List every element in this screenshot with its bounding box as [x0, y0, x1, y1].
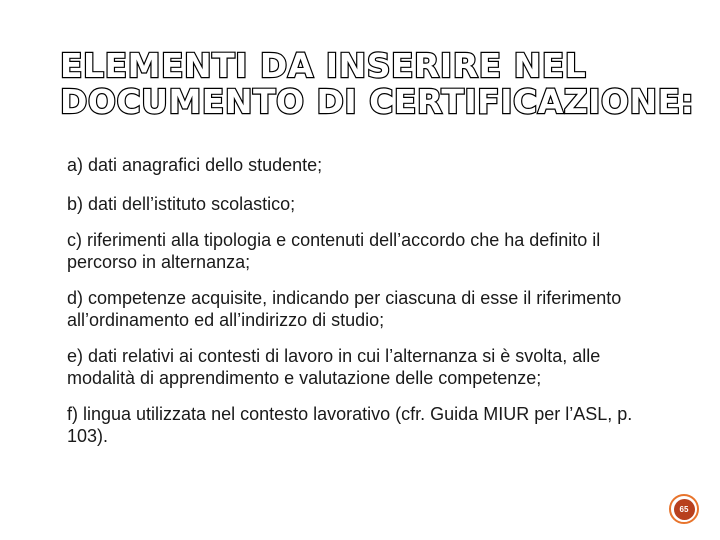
requirements-list [67, 154, 657, 461]
slide-title [60, 46, 695, 121]
list-item: b) dati dell’istituto scolastico; [67, 194, 296, 214]
list-item: f) lingua utilizzata nel contesto lavorativo (cfr. Guida MIUR per l’ASL, p. 103). [67, 404, 633, 446]
page-number: 65 [674, 499, 695, 520]
slide-title-line-2: DOCUMENTO DI CERTIFICAZIONE: [60, 82, 695, 121]
list-item: d) competenze acquisite, indicando per ciascuna di esse il riferimento all’ordinamento ed all’indirizzo di studio; [67, 288, 622, 330]
list-item: c) riferimenti alla tipologia e contenuti dell’accordo che ha definito il percorso in alternanza; [67, 230, 601, 272]
list-item: e) dati relativi ai contesti di lavoro in cui l’alternanza si è svolta, alle modalità di apprendimento e valutazione delle competenze; [67, 346, 601, 388]
slide-title-line-1: ELEMENTI DA INSERIRE NEL [60, 46, 587, 85]
list-item: a) dati anagrafici dello studente; [67, 155, 323, 175]
page-number-badge [669, 494, 699, 524]
